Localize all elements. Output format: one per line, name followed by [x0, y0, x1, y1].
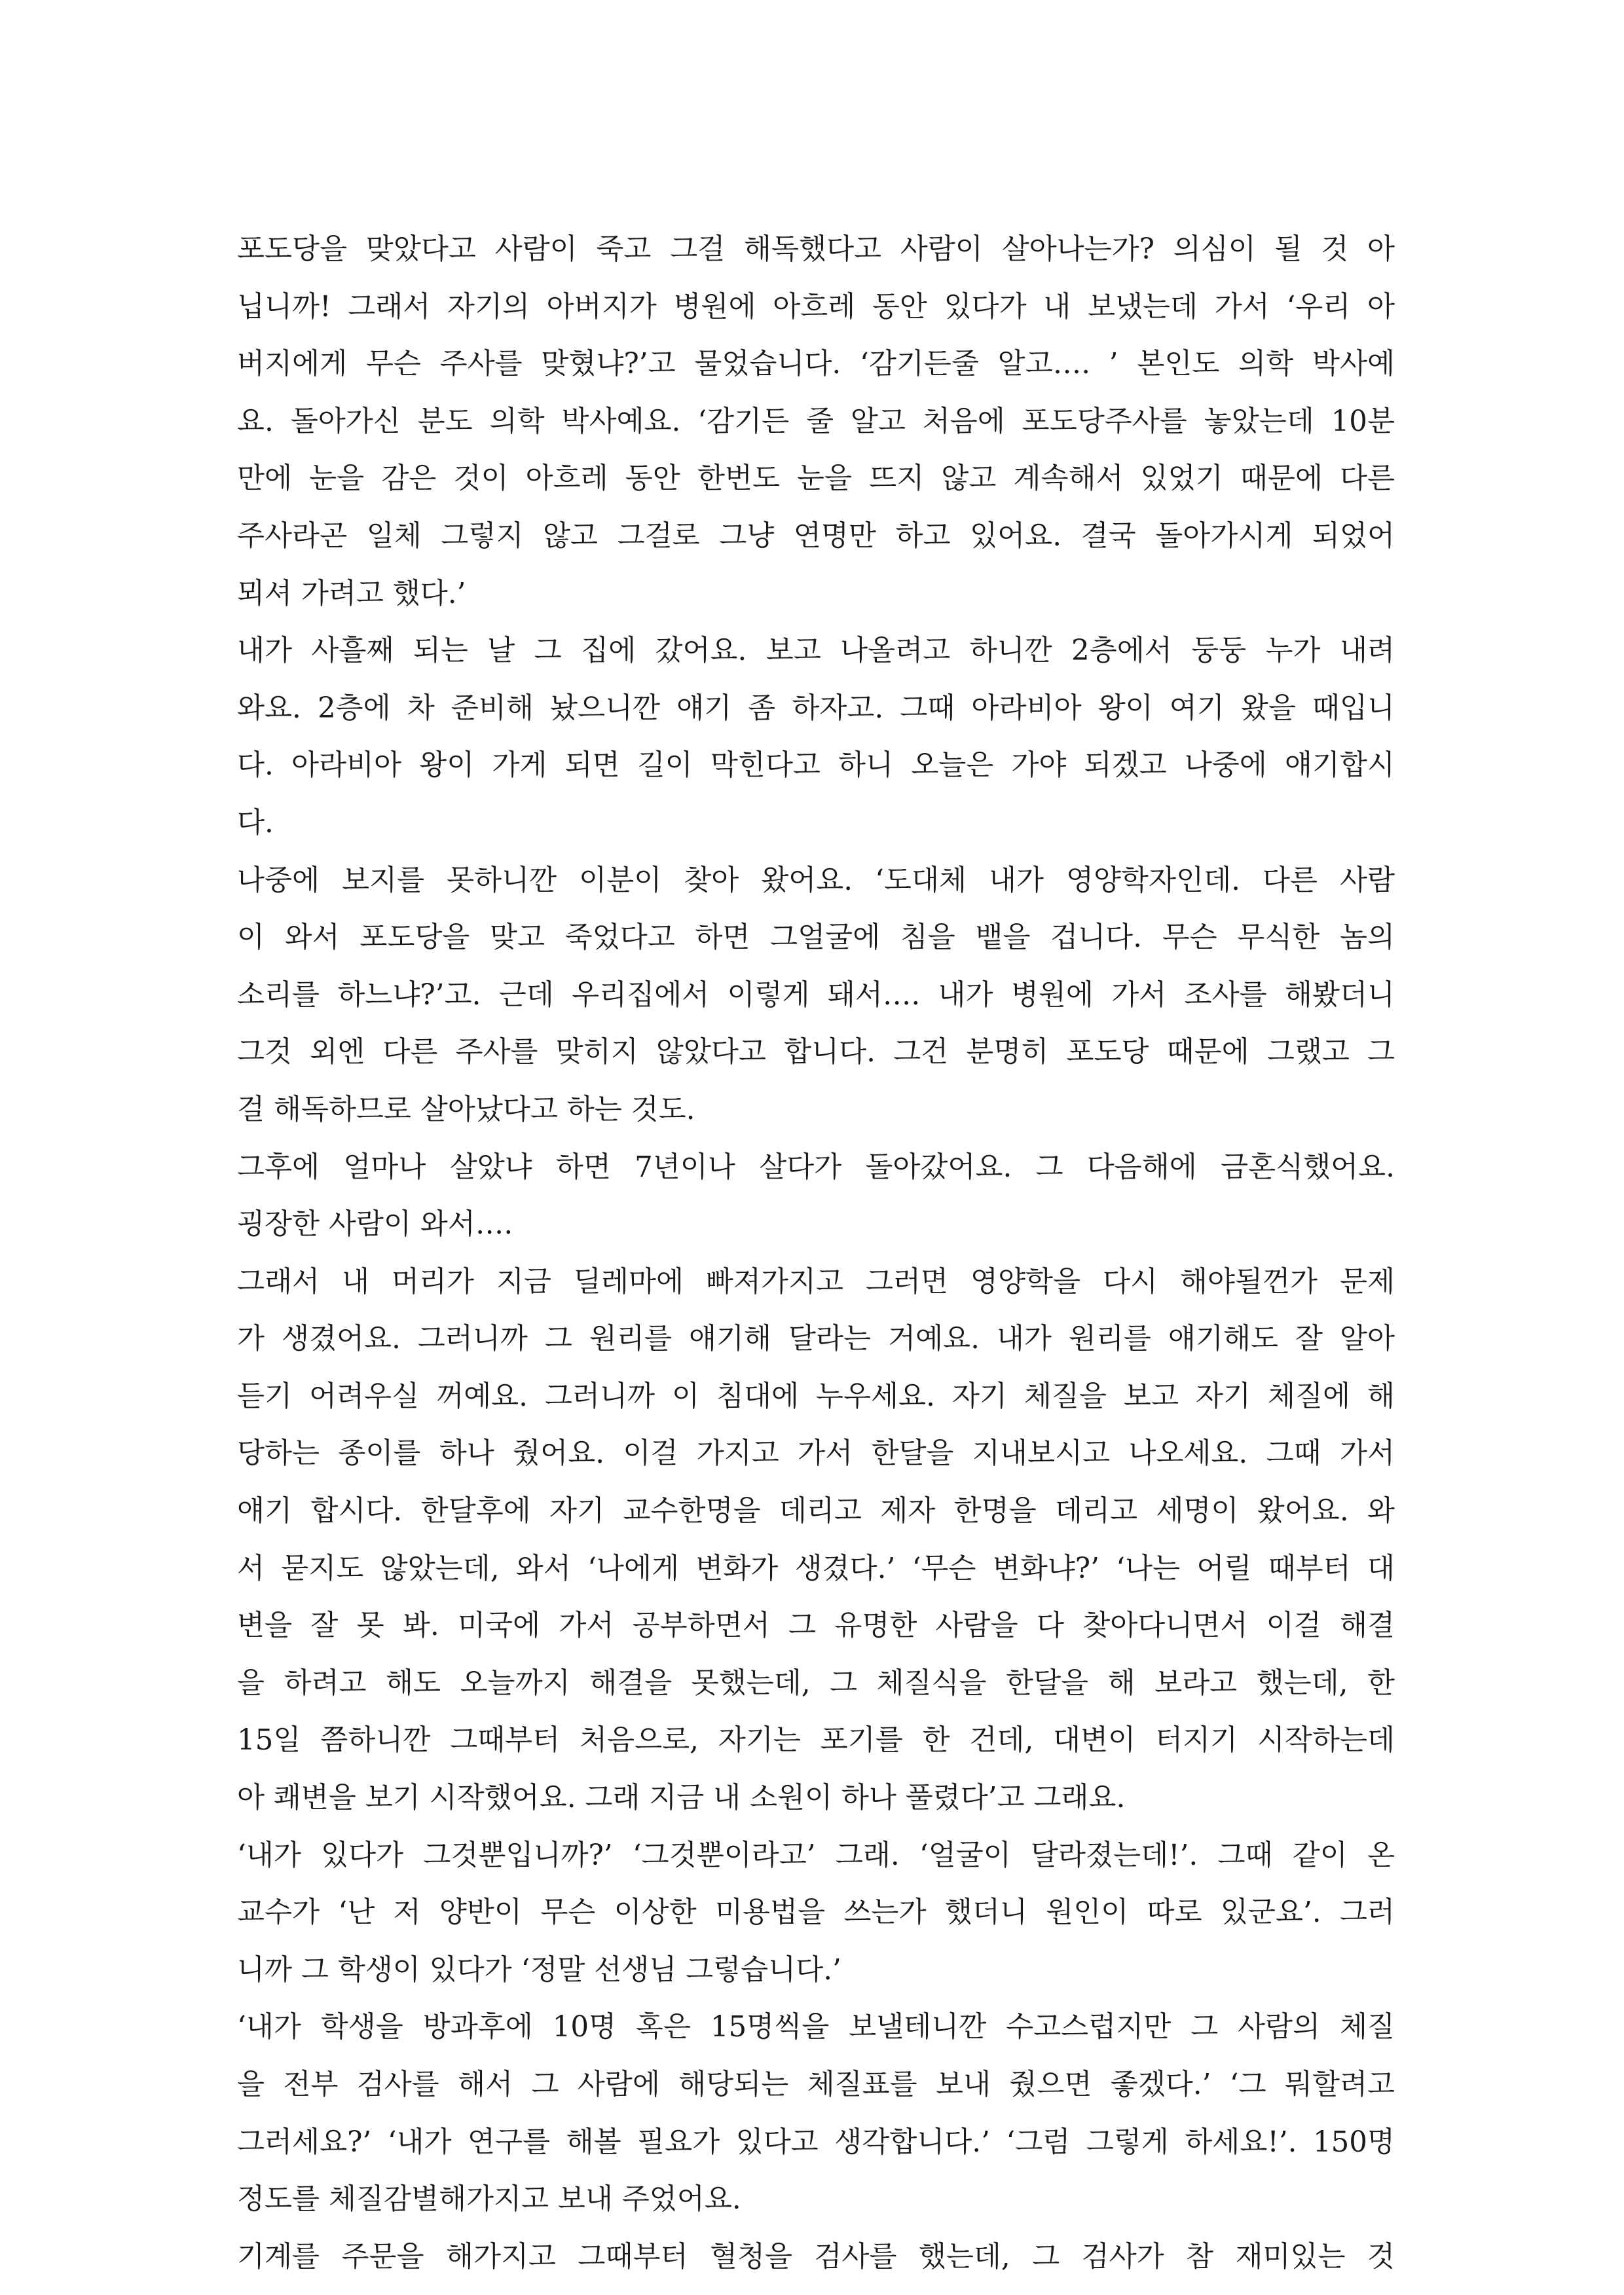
text-line: 그래서 내 머리가 지금 딜레마에 빠져가지고 그러면 영양학을 다시 해야될껀가 문제 — [237, 1265, 1395, 1298]
text-line: 그후에 얼마나 살았냐 하면 7년이나 살다가 돌아갔어요. 그 다음해에 금혼식했어요. — [237, 1150, 1395, 1184]
text-line: 그것 외엔 다른 주사를 맞히지 않았다고 합니다. 그건 분명히 포도당 때문에 그랬고 그 — [237, 1036, 1395, 1069]
text-line: ‘내가 학생을 방과후에 10명 혹은 15명씩을 보낼테니깐 수고스럽지만 그 사람의 체질 — [237, 2011, 1395, 2044]
text-line: 다. 아라비아 왕이 가게 되면 길이 막힌다고 하니 오늘은 가야 되겠고 나중에 얘기합시 — [237, 749, 1395, 782]
text-line: 뫼셔 가려고 했다.’ — [237, 577, 466, 610]
text-line: 15일 쯤하니깐 그때부터 처음으로, 자기는 포기를 한 건데, 대변이 터지기 시작하는데 — [237, 1724, 1395, 1757]
text-line: 듣기 어려우실 꺼예요. 그러니까 이 침대에 누우세요. 자기 체질을 보고 자기 체질에 해 — [237, 1380, 1395, 1413]
text-line: 버지에게 무슨 주사를 맞혔냐?’고 물었습니다. ‘감기든줄 알고…. ’ 본인도 의학 박사예 — [237, 348, 1395, 381]
text-line: 걸 해독하므로 살아났다고 하는 것도. — [237, 1093, 695, 1126]
text-line: 아 쾌변을 보기 시작했어요. 그래 지금 내 소원이 하나 풀렸다’고 그래요. — [237, 1782, 1126, 1815]
text-line: 주사라곤 일체 그렇지 않고 그걸로 그냥 연명만 하고 있어요. 결국 돌아가시게 되었어 — [237, 519, 1395, 553]
text-line: 나중에 보지를 못하니깐 이분이 찾아 왔어요. ‘도대체 내가 영양학자인데. 다른 사람 — [237, 864, 1395, 897]
text-line: 와요. 2층에 차 준비해 놨으니깐 얘기 좀 하자고. 그때 아라비아 왕이 여기 왔을 때입니 — [237, 691, 1395, 725]
text-line: 다. — [237, 806, 274, 839]
text-line: 요. 돌아가신 분도 의학 박사예요. ‘감기든 줄 알고 처음에 포도당주사를 놓았는데 10분 — [237, 405, 1395, 438]
text-line: 서 묻지도 않았는데, 와서 ‘나에게 변화가 생겼다.’ ‘무슨 변화냐?’ ‘나는 어릴 때부터 대 — [237, 1552, 1395, 1585]
text-line: 이 와서 포도당을 맞고 죽었다고 하면 그얼굴에 침을 뱉을 겁니다. 무슨 무식한 놈의 — [237, 921, 1395, 955]
text-line: 가 생겼어요. 그러니까 그 원리를 얘기해 달라는 거예요. 내가 원리를 얘기해도 잘 알아 — [237, 1323, 1395, 1356]
body-text — [237, 221, 1395, 2286]
text-line: 굉장한 사람이 와서…. — [237, 1208, 513, 1241]
text-line: 닙니까! 그래서 자기의 아버지가 병원에 아흐레 동안 있다가 내 보냈는데 가서 ‘우리 아 — [237, 290, 1395, 323]
text-line: 교수가 ‘난 저 양반이 무슨 이상한 미용법을 쓰는가 했더니 원인이 따로 있군요’. 그러 — [237, 1896, 1395, 1930]
text-line: 정도를 체질감별해가지고 보내 주었어요. — [237, 2183, 741, 2216]
text-line: 을 하려고 해도 오늘까지 해결을 못했는데, 그 체질식을 한달을 해 보라고 했는데, 한 — [237, 1666, 1395, 1700]
text-line: 변을 잘 못 봐. 미국에 가서 공부하면서 그 유명한 사람을 다 찾아다니면서 이걸 해결 — [237, 1609, 1395, 1643]
text-line: 내가 사흘째 되는 날 그 집에 갔어요. 보고 나올려고 하니깐 2층에서 둥둥 누가 내려 — [237, 634, 1395, 668]
text-line: 을 전부 검사를 해서 그 사람에 해당되는 체질표를 보내 줬으면 좋겠다.’ ‘그 뭐할려고 — [237, 2068, 1395, 2101]
text-line: 포도당을 맞았다고 사람이 죽고 그걸 해독했다고 사람이 살아나는가? 의심이 될 것 아 — [237, 233, 1395, 266]
text-line: 당하는 종이를 하나 줬어요. 이걸 가지고 가서 한달을 지내보시고 나오세요. 그때 가서 — [237, 1437, 1395, 1471]
text-line: ‘내가 있다가 그것뿐입니까?’ ‘그것뿐이라고’ 그래. ‘얼굴이 달라졌는데!’. 그때 같이 온 — [237, 1839, 1395, 1872]
text-line: 소리를 하느냐?’고. 근데 우리집에서 이렇게 돼서…. 내가 병원에 가서 조사를 해봤더니 — [237, 978, 1395, 1012]
text-line: 기계를 주문을 해가지고 그때부터 혈청을 검사를 했는데, 그 검사가 참 재미있는 것 — [237, 2240, 1395, 2273]
text-line: 만에 눈을 감은 것이 아흐레 동안 한번도 눈을 뜨지 않고 계속해서 있었기 때문에 다른 — [237, 462, 1395, 496]
text-line: 니까 그 학생이 있다가 ‘정말 선생님 그렇습니다.’ — [237, 1953, 841, 1987]
text-line: 얘기 합시다. 한달후에 자기 교수한명을 데리고 제자 한명을 데리고 세명이 왔어요. 와 — [237, 1495, 1395, 1528]
text-line: 그러세요?’ ‘내가 연구를 해볼 필요가 있다고 생각합니다.’ ‘그럼 그렇게 하세요!’. 150명 — [237, 2125, 1395, 2159]
